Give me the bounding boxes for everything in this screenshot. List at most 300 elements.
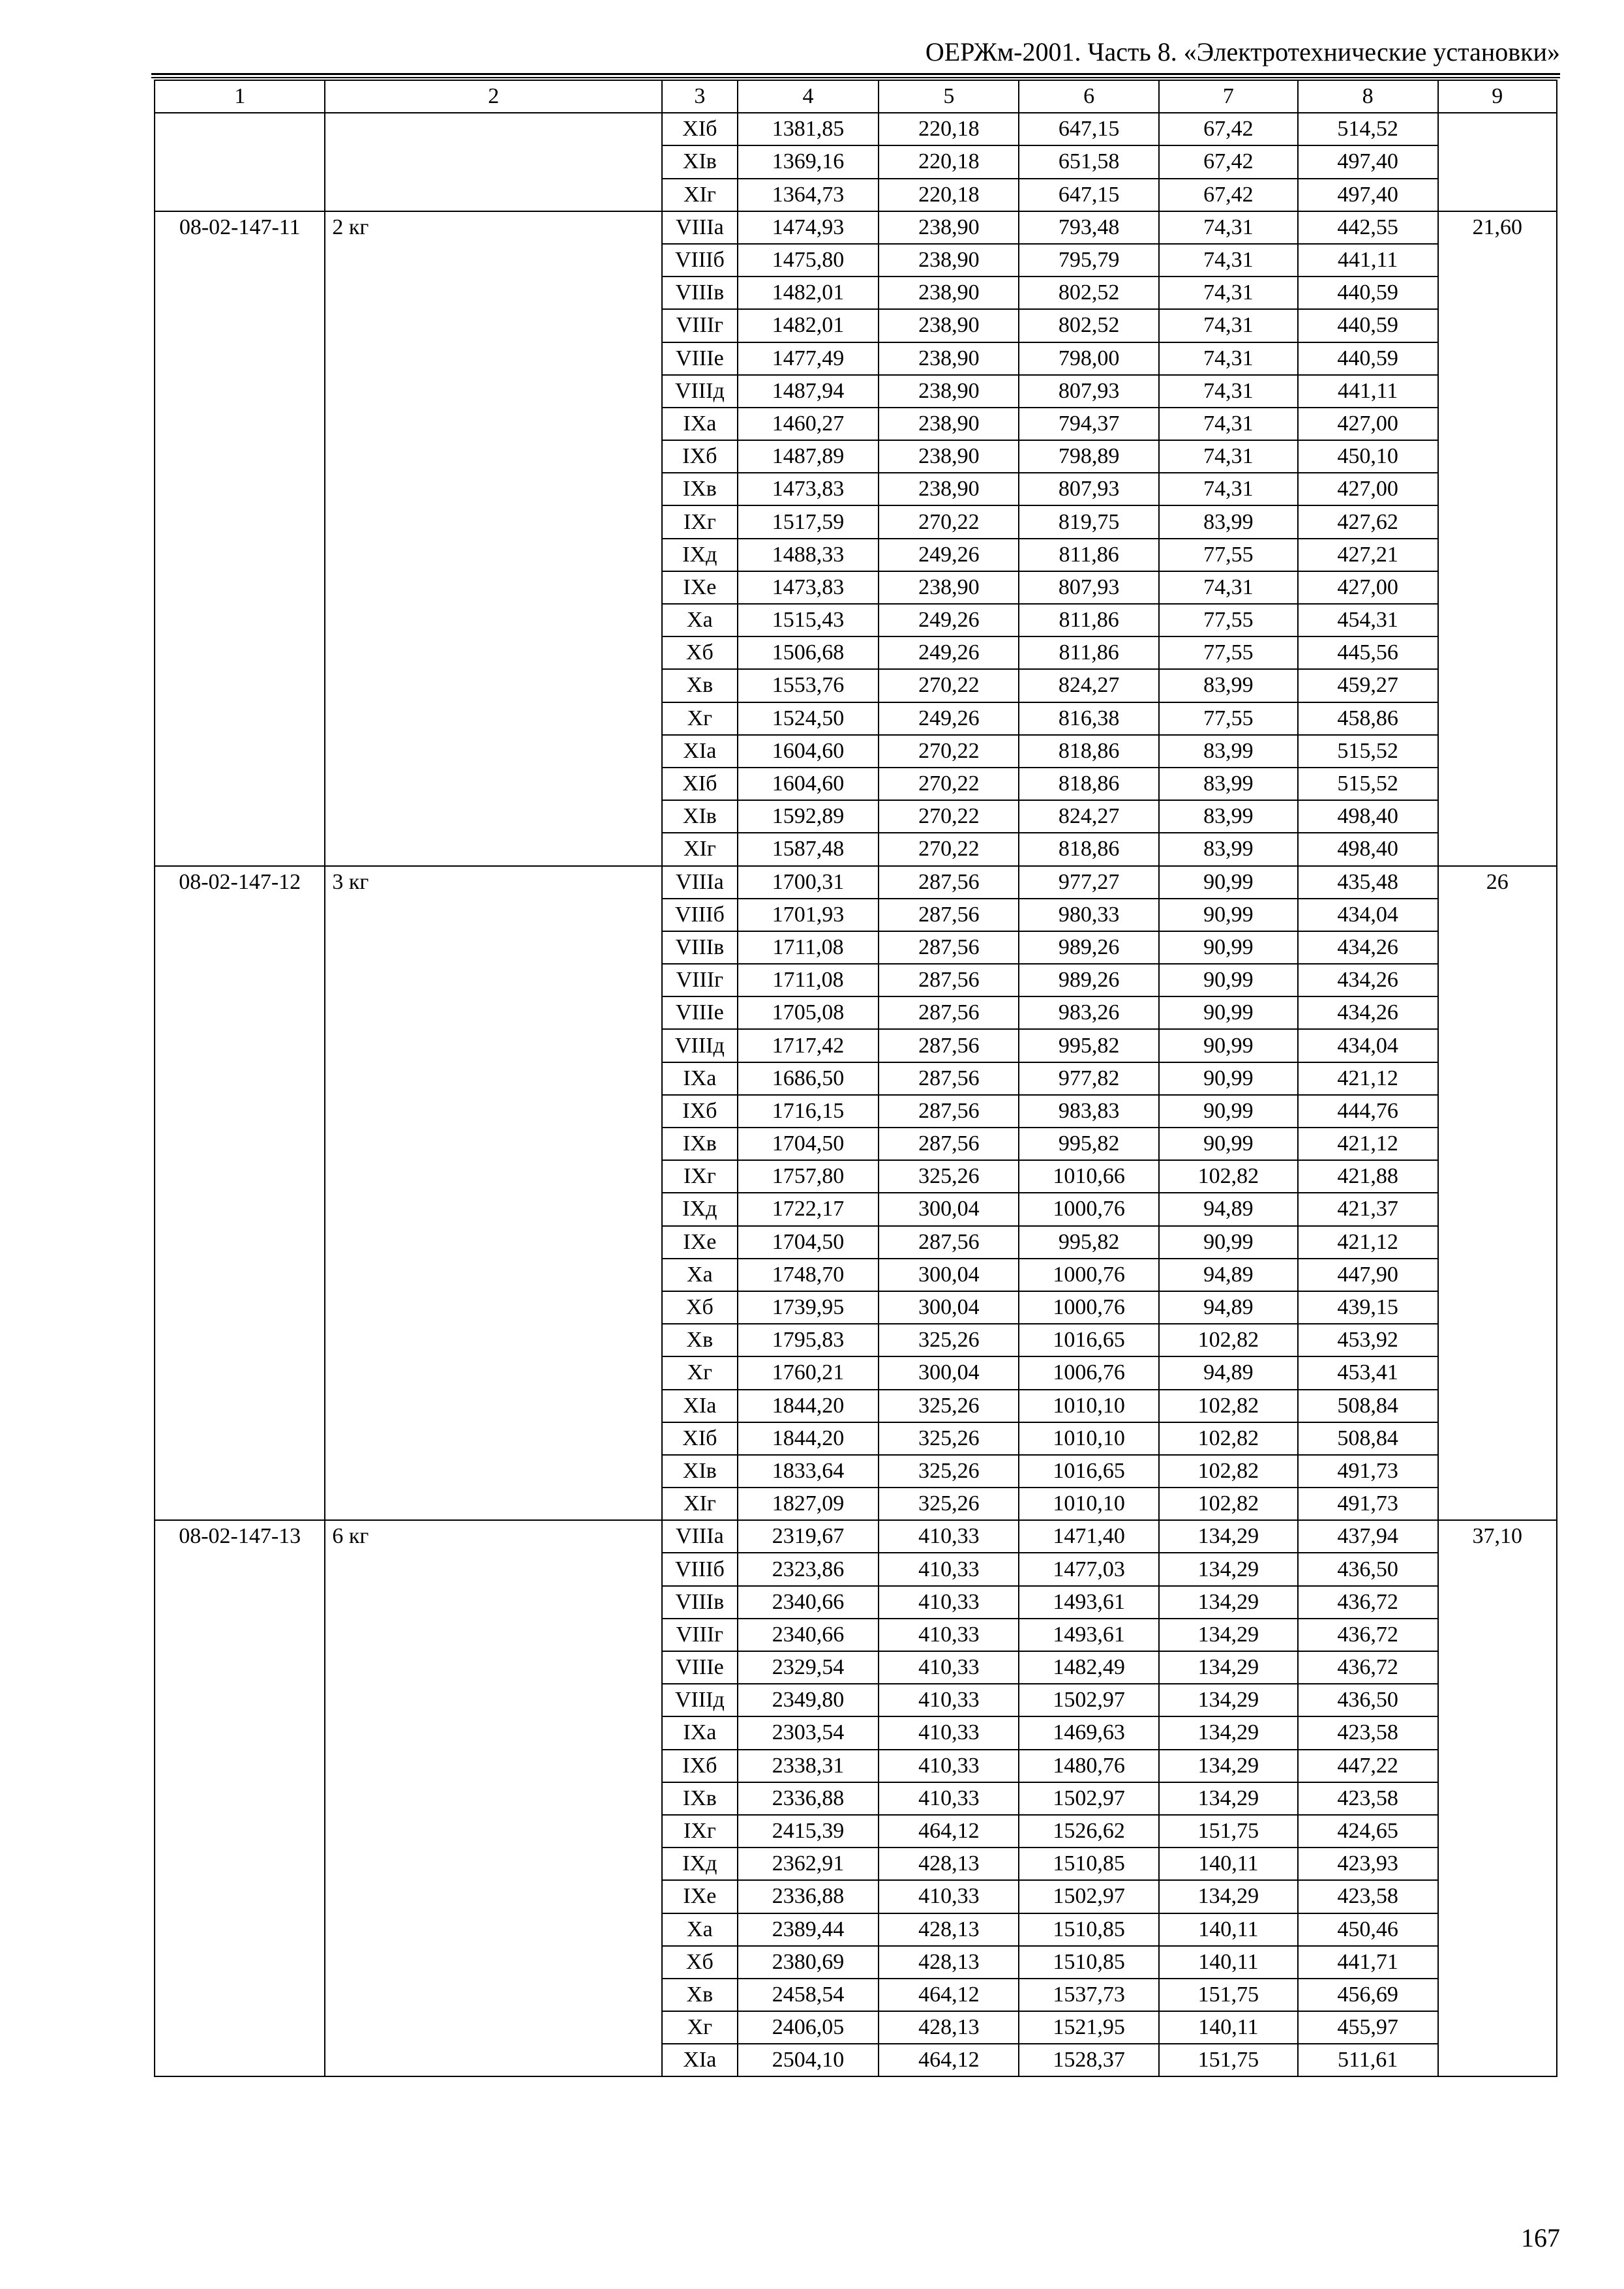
total-cost-cell: 1482,01 <box>738 309 879 342</box>
wage-cell: 220,18 <box>879 113 1019 145</box>
material-cost-cell: 511,61 <box>1298 2044 1438 2076</box>
wage-cell: 220,18 <box>879 145 1019 178</box>
item-mass-cell <box>325 113 662 211</box>
wage-cell: 325,26 <box>879 1324 1019 1356</box>
column-number: 3 <box>662 80 738 113</box>
operator-wage-cell: 67,42 <box>1159 145 1298 178</box>
machine-cost-cell: 1010,10 <box>1019 1390 1159 1422</box>
class-cell: VIIIа <box>662 211 738 244</box>
total-cost-cell: 1739,95 <box>738 1291 879 1324</box>
operator-wage-cell: 74,31 <box>1159 211 1298 244</box>
material-cost-cell: 453,41 <box>1298 1356 1438 1389</box>
machine-cost-cell: 647,15 <box>1019 113 1159 145</box>
total-cost-cell: 1460,27 <box>738 408 879 440</box>
operator-wage-cell: 90,99 <box>1159 996 1298 1029</box>
machine-cost-cell: 995,82 <box>1019 1029 1159 1062</box>
machine-cost-cell: 989,26 <box>1019 964 1159 996</box>
machine-cost-cell: 983,26 <box>1019 996 1159 1029</box>
operator-wage-cell: 134,29 <box>1159 1782 1298 1815</box>
wage-cell: 238,90 <box>879 408 1019 440</box>
material-cost-cell: 436,72 <box>1298 1586 1438 1619</box>
wage-cell: 300,04 <box>879 1291 1019 1324</box>
class-cell: IXг <box>662 505 738 538</box>
machine-cost-cell: 793,48 <box>1019 211 1159 244</box>
operator-wage-cell: 151,75 <box>1159 2044 1298 2076</box>
material-cost-cell: 423,93 <box>1298 1848 1438 1880</box>
total-cost-cell: 1487,94 <box>738 375 879 408</box>
machine-cost-cell: 1482,49 <box>1019 1651 1159 1684</box>
total-cost-cell: 1716,15 <box>738 1095 879 1128</box>
class-cell: IXв <box>662 1128 738 1160</box>
machine-cost-cell: 1010,10 <box>1019 1488 1159 1520</box>
column-number-row <box>155 80 1557 113</box>
labor-cost-cell: 26 <box>1438 866 1557 1521</box>
total-cost-cell: 2362,91 <box>738 1848 879 1880</box>
operator-wage-cell: 67,42 <box>1159 179 1298 211</box>
class-cell: Xв <box>662 669 738 702</box>
operator-wage-cell: 102,82 <box>1159 1488 1298 1520</box>
machine-cost-cell: 1469,63 <box>1019 1716 1159 1749</box>
column-number: 9 <box>1438 80 1557 113</box>
operator-wage-cell: 74,31 <box>1159 375 1298 408</box>
class-cell: VIIIе <box>662 996 738 1029</box>
labor-cost-cell: 21,60 <box>1438 211 1557 866</box>
operator-wage-cell: 74,31 <box>1159 244 1298 277</box>
machine-cost-cell: 1502,97 <box>1019 1684 1159 1716</box>
operator-wage-cell: 134,29 <box>1159 1684 1298 1716</box>
machine-cost-cell: 1510,85 <box>1019 1848 1159 1880</box>
total-cost-cell: 2504,10 <box>738 2044 879 2076</box>
machine-cost-cell: 1010,10 <box>1019 1422 1159 1455</box>
class-cell: IXе <box>662 1226 738 1259</box>
operator-wage-cell: 74,31 <box>1159 277 1298 309</box>
total-cost-cell: 1604,60 <box>738 735 879 768</box>
total-cost-cell: 2323,86 <box>738 1553 879 1585</box>
machine-cost-cell: 1006,76 <box>1019 1356 1159 1389</box>
total-cost-cell: 2336,88 <box>738 1880 879 1913</box>
total-cost-cell: 2340,66 <box>738 1619 879 1651</box>
class-cell: XIб <box>662 768 738 800</box>
operator-wage-cell: 94,89 <box>1159 1259 1298 1291</box>
wage-cell: 249,26 <box>879 539 1019 571</box>
class-cell: IXд <box>662 1193 738 1225</box>
material-cost-cell: 427,00 <box>1298 571 1438 604</box>
wage-cell: 249,26 <box>879 604 1019 636</box>
wage-cell: 287,56 <box>879 931 1019 964</box>
class-cell: Xв <box>662 1979 738 2011</box>
material-cost-cell: 441,11 <box>1298 375 1438 408</box>
machine-cost-cell: 1526,62 <box>1019 1815 1159 1848</box>
class-cell: IXе <box>662 571 738 604</box>
class-cell: Xб <box>662 636 738 669</box>
machine-cost-cell: 1502,97 <box>1019 1782 1159 1815</box>
column-number: 5 <box>879 80 1019 113</box>
material-cost-cell: 423,58 <box>1298 1880 1438 1913</box>
wage-cell: 325,26 <box>879 1422 1019 1455</box>
class-cell: VIIIе <box>662 342 738 375</box>
table-row <box>155 113 1557 145</box>
class-cell: VIIIа <box>662 1520 738 1553</box>
wage-cell: 238,90 <box>879 473 1019 505</box>
material-cost-cell: 434,04 <box>1298 899 1438 931</box>
total-cost-cell: 1711,08 <box>738 931 879 964</box>
machine-cost-cell: 1493,61 <box>1019 1586 1159 1619</box>
machine-cost-cell: 811,86 <box>1019 604 1159 636</box>
wage-cell: 249,26 <box>879 636 1019 669</box>
class-cell: IXб <box>662 440 738 473</box>
class-cell: Xг <box>662 2011 738 2044</box>
operator-wage-cell: 83,99 <box>1159 800 1298 833</box>
total-cost-cell: 1704,50 <box>738 1128 879 1160</box>
operator-wage-cell: 90,99 <box>1159 866 1298 899</box>
material-cost-cell: 440,59 <box>1298 309 1438 342</box>
class-cell: XIг <box>662 179 738 211</box>
wage-cell: 325,26 <box>879 1488 1019 1520</box>
class-cell: VIIIе <box>662 1651 738 1684</box>
column-number: 4 <box>738 80 879 113</box>
labor-cost-cell <box>1438 113 1557 211</box>
total-cost-cell: 1748,70 <box>738 1259 879 1291</box>
operator-wage-cell: 83,99 <box>1159 505 1298 538</box>
total-cost-cell: 1592,89 <box>738 800 879 833</box>
material-cost-cell: 447,90 <box>1298 1259 1438 1291</box>
machine-cost-cell: 1010,66 <box>1019 1160 1159 1193</box>
machine-cost-cell: 977,82 <box>1019 1062 1159 1095</box>
total-cost-cell: 2406,05 <box>738 2011 879 2044</box>
machine-cost-cell: 1493,61 <box>1019 1619 1159 1651</box>
class-cell: IXа <box>662 1062 738 1095</box>
machine-cost-cell: 818,86 <box>1019 768 1159 800</box>
operator-wage-cell: 74,31 <box>1159 342 1298 375</box>
wage-cell: 325,26 <box>879 1160 1019 1193</box>
operator-wage-cell: 77,55 <box>1159 636 1298 669</box>
operator-wage-cell: 134,29 <box>1159 1520 1298 1553</box>
total-cost-cell: 1711,08 <box>738 964 879 996</box>
class-cell: VIIIг <box>662 309 738 342</box>
class-cell: IXа <box>662 408 738 440</box>
operator-wage-cell: 134,29 <box>1159 1716 1298 1749</box>
total-cost-cell: 2329,54 <box>738 1651 879 1684</box>
machine-cost-cell: 818,86 <box>1019 833 1159 865</box>
material-cost-cell: 427,62 <box>1298 505 1438 538</box>
operator-wage-cell: 83,99 <box>1159 768 1298 800</box>
material-cost-cell: 442,55 <box>1298 211 1438 244</box>
wage-cell: 238,90 <box>879 309 1019 342</box>
wage-cell: 428,13 <box>879 2011 1019 2044</box>
total-cost-cell: 1587,48 <box>738 833 879 865</box>
material-cost-cell: 497,40 <box>1298 145 1438 178</box>
operator-wage-cell: 134,29 <box>1159 1750 1298 1782</box>
operator-wage-cell: 94,89 <box>1159 1291 1298 1324</box>
column-number: 8 <box>1298 80 1438 113</box>
total-cost-cell: 2340,66 <box>738 1586 879 1619</box>
wage-cell: 410,33 <box>879 1782 1019 1815</box>
operator-wage-cell: 83,99 <box>1159 833 1298 865</box>
operator-wage-cell: 90,99 <box>1159 1128 1298 1160</box>
machine-cost-cell: 798,00 <box>1019 342 1159 375</box>
material-cost-cell: 421,12 <box>1298 1062 1438 1095</box>
total-cost-cell: 1701,93 <box>738 899 879 931</box>
class-cell: VIIIб <box>662 244 738 277</box>
wage-cell: 410,33 <box>879 1684 1019 1716</box>
wage-cell: 410,33 <box>879 1520 1019 1553</box>
machine-cost-cell: 818,86 <box>1019 735 1159 768</box>
material-cost-cell: 434,04 <box>1298 1029 1438 1062</box>
material-cost-cell: 498,40 <box>1298 833 1438 865</box>
item-mass-cell: 3 кг <box>325 866 662 1521</box>
operator-wage-cell: 102,82 <box>1159 1160 1298 1193</box>
wage-cell: 270,22 <box>879 735 1019 768</box>
wage-cell: 287,56 <box>879 1128 1019 1160</box>
machine-cost-cell: 1016,65 <box>1019 1455 1159 1488</box>
machine-cost-cell: 989,26 <box>1019 931 1159 964</box>
class-cell: IXд <box>662 1848 738 1880</box>
material-cost-cell: 450,10 <box>1298 440 1438 473</box>
total-cost-cell: 2303,54 <box>738 1716 879 1749</box>
page-header: ОЕРЖм-2001. Часть 8. «Электротехнические установки» <box>925 37 1560 67</box>
wage-cell: 270,22 <box>879 833 1019 865</box>
operator-wage-cell: 134,29 <box>1159 1553 1298 1585</box>
machine-cost-cell: 1016,65 <box>1019 1324 1159 1356</box>
table-body <box>155 113 1557 2076</box>
material-cost-cell: 421,12 <box>1298 1226 1438 1259</box>
material-cost-cell: 455,97 <box>1298 2011 1438 2044</box>
total-cost-cell: 2389,44 <box>738 1913 879 1946</box>
material-cost-cell: 453,92 <box>1298 1324 1438 1356</box>
class-cell: Xа <box>662 1259 738 1291</box>
machine-cost-cell: 1000,76 <box>1019 1193 1159 1225</box>
operator-wage-cell: 77,55 <box>1159 604 1298 636</box>
wage-cell: 270,22 <box>879 800 1019 833</box>
class-cell: VIIIд <box>662 375 738 408</box>
operator-wage-cell: 77,55 <box>1159 539 1298 571</box>
machine-cost-cell: 651,58 <box>1019 145 1159 178</box>
material-cost-cell: 514,52 <box>1298 113 1438 145</box>
machine-cost-cell: 824,27 <box>1019 669 1159 702</box>
wage-cell: 270,22 <box>879 768 1019 800</box>
class-cell: VIIIв <box>662 931 738 964</box>
machine-cost-cell: 647,15 <box>1019 179 1159 211</box>
machine-cost-cell: 802,52 <box>1019 309 1159 342</box>
material-cost-cell: 439,15 <box>1298 1291 1438 1324</box>
total-cost-cell: 1475,80 <box>738 244 879 277</box>
wage-cell: 410,33 <box>879 1619 1019 1651</box>
total-cost-cell: 1477,49 <box>738 342 879 375</box>
class-cell: IXб <box>662 1095 738 1128</box>
operator-wage-cell: 134,29 <box>1159 1619 1298 1651</box>
total-cost-cell: 2415,39 <box>738 1815 879 1848</box>
class-cell: XIв <box>662 1455 738 1488</box>
machine-cost-cell: 1477,03 <box>1019 1553 1159 1585</box>
wage-cell: 287,56 <box>879 1029 1019 1062</box>
total-cost-cell: 1474,93 <box>738 211 879 244</box>
class-cell: VIIIв <box>662 1586 738 1619</box>
machine-cost-cell: 816,38 <box>1019 702 1159 735</box>
wage-cell: 270,22 <box>879 669 1019 702</box>
total-cost-cell: 1795,83 <box>738 1324 879 1356</box>
total-cost-cell: 2380,69 <box>738 1946 879 1979</box>
wage-cell: 300,04 <box>879 1193 1019 1225</box>
material-cost-cell: 421,12 <box>1298 1128 1438 1160</box>
total-cost-cell: 1760,21 <box>738 1356 879 1389</box>
total-cost-cell: 1515,43 <box>738 604 879 636</box>
operator-wage-cell: 74,31 <box>1159 408 1298 440</box>
wage-cell: 270,22 <box>879 505 1019 538</box>
table-row <box>155 1520 1557 1553</box>
class-cell: IXе <box>662 1880 738 1913</box>
operator-wage-cell: 102,82 <box>1159 1390 1298 1422</box>
machine-cost-cell: 1000,76 <box>1019 1259 1159 1291</box>
material-cost-cell: 435,48 <box>1298 866 1438 899</box>
class-cell: XIг <box>662 1488 738 1520</box>
header-rule <box>151 73 1560 75</box>
class-cell: VIIIв <box>662 277 738 309</box>
class-cell: XIа <box>662 2044 738 2076</box>
total-cost-cell: 1473,83 <box>738 473 879 505</box>
material-cost-cell: 427,21 <box>1298 539 1438 571</box>
class-cell: Xб <box>662 1291 738 1324</box>
class-cell: VIIIб <box>662 1553 738 1585</box>
price-table-grid <box>154 80 1557 2077</box>
price-table <box>154 80 1557 2077</box>
class-cell: VIIIг <box>662 1619 738 1651</box>
total-cost-cell: 1473,83 <box>738 571 879 604</box>
page-number: 167 <box>1521 2223 1560 2252</box>
wage-cell: 428,13 <box>879 1848 1019 1880</box>
operator-wage-cell: 102,82 <box>1159 1422 1298 1455</box>
wage-cell: 238,90 <box>879 211 1019 244</box>
machine-cost-cell: 794,37 <box>1019 408 1159 440</box>
total-cost-cell: 1364,73 <box>738 179 879 211</box>
wage-cell: 287,56 <box>879 1095 1019 1128</box>
machine-cost-cell: 795,79 <box>1019 244 1159 277</box>
material-cost-cell: 491,73 <box>1298 1455 1438 1488</box>
machine-cost-cell: 807,93 <box>1019 571 1159 604</box>
header-rule-secondary <box>151 77 1560 78</box>
machine-cost-cell: 1471,40 <box>1019 1520 1159 1553</box>
material-cost-cell: 434,26 <box>1298 964 1438 996</box>
operator-wage-cell: 94,89 <box>1159 1193 1298 1225</box>
material-cost-cell: 423,58 <box>1298 1782 1438 1815</box>
wage-cell: 287,56 <box>879 866 1019 899</box>
total-cost-cell: 1506,68 <box>738 636 879 669</box>
total-cost-cell: 1381,85 <box>738 113 879 145</box>
column-number: 7 <box>1159 80 1298 113</box>
material-cost-cell: 441,11 <box>1298 244 1438 277</box>
class-cell: Xа <box>662 604 738 636</box>
machine-cost-cell: 1000,76 <box>1019 1291 1159 1324</box>
item-code-cell <box>155 113 325 211</box>
operator-wage-cell: 151,75 <box>1159 1815 1298 1848</box>
wage-cell: 287,56 <box>879 899 1019 931</box>
operator-wage-cell: 140,11 <box>1159 1848 1298 1880</box>
total-cost-cell: 2338,31 <box>738 1750 879 1782</box>
wage-cell: 220,18 <box>879 179 1019 211</box>
material-cost-cell: 434,26 <box>1298 931 1438 964</box>
total-cost-cell: 1553,76 <box>738 669 879 702</box>
table-row <box>155 866 1557 899</box>
material-cost-cell: 436,72 <box>1298 1619 1438 1651</box>
column-number: 1 <box>155 80 325 113</box>
material-cost-cell: 497,40 <box>1298 179 1438 211</box>
total-cost-cell: 1844,20 <box>738 1422 879 1455</box>
operator-wage-cell: 90,99 <box>1159 1226 1298 1259</box>
class-cell: IXг <box>662 1815 738 1848</box>
material-cost-cell: 445,56 <box>1298 636 1438 669</box>
machine-cost-cell: 811,86 <box>1019 539 1159 571</box>
total-cost-cell: 2458,54 <box>738 1979 879 2011</box>
machine-cost-cell: 802,52 <box>1019 277 1159 309</box>
operator-wage-cell: 140,11 <box>1159 1913 1298 1946</box>
class-cell: VIIIд <box>662 1029 738 1062</box>
material-cost-cell: 458,86 <box>1298 702 1438 735</box>
column-number: 2 <box>325 80 662 113</box>
machine-cost-cell: 1521,95 <box>1019 2011 1159 2044</box>
machine-cost-cell: 1528,37 <box>1019 2044 1159 2076</box>
machine-cost-cell: 983,83 <box>1019 1095 1159 1128</box>
operator-wage-cell: 90,99 <box>1159 964 1298 996</box>
wage-cell: 325,26 <box>879 1455 1019 1488</box>
material-cost-cell: 508,84 <box>1298 1422 1438 1455</box>
class-cell: IXд <box>662 539 738 571</box>
wage-cell: 287,56 <box>879 1062 1019 1095</box>
item-mass-cell: 2 кг <box>325 211 662 866</box>
operator-wage-cell: 134,29 <box>1159 1651 1298 1684</box>
material-cost-cell: 491,73 <box>1298 1488 1438 1520</box>
operator-wage-cell: 74,31 <box>1159 571 1298 604</box>
material-cost-cell: 450,46 <box>1298 1913 1438 1946</box>
total-cost-cell: 1488,33 <box>738 539 879 571</box>
wage-cell: 410,33 <box>879 1716 1019 1749</box>
class-cell: IXг <box>662 1160 738 1193</box>
operator-wage-cell: 74,31 <box>1159 473 1298 505</box>
operator-wage-cell: 90,99 <box>1159 1062 1298 1095</box>
operator-wage-cell: 67,42 <box>1159 113 1298 145</box>
material-cost-cell: 424,65 <box>1298 1815 1438 1848</box>
operator-wage-cell: 90,99 <box>1159 931 1298 964</box>
total-cost-cell: 1722,17 <box>738 1193 879 1225</box>
wage-cell: 410,33 <box>879 1586 1019 1619</box>
machine-cost-cell: 995,82 <box>1019 1226 1159 1259</box>
wage-cell: 464,12 <box>879 1815 1019 1848</box>
total-cost-cell: 2336,88 <box>738 1782 879 1815</box>
material-cost-cell: 515,52 <box>1298 768 1438 800</box>
class-cell: VIIIд <box>662 1684 738 1716</box>
class-cell: IXб <box>662 1750 738 1782</box>
operator-wage-cell: 94,89 <box>1159 1356 1298 1389</box>
material-cost-cell: 436,72 <box>1298 1651 1438 1684</box>
wage-cell: 238,90 <box>879 244 1019 277</box>
wage-cell: 238,90 <box>879 375 1019 408</box>
class-cell: VIIIг <box>662 964 738 996</box>
wage-cell: 238,90 <box>879 571 1019 604</box>
class-cell: XIг <box>662 833 738 865</box>
material-cost-cell: 441,71 <box>1298 1946 1438 1979</box>
class-cell: IXв <box>662 1782 738 1815</box>
machine-cost-cell: 1502,97 <box>1019 1880 1159 1913</box>
wage-cell: 410,33 <box>879 1553 1019 1585</box>
item-code-cell: 08-02-147-12 <box>155 866 325 1521</box>
machine-cost-cell: 995,82 <box>1019 1128 1159 1160</box>
wage-cell: 410,33 <box>879 1651 1019 1684</box>
material-cost-cell: 459,27 <box>1298 669 1438 702</box>
total-cost-cell: 2319,67 <box>738 1520 879 1553</box>
total-cost-cell: 1717,42 <box>738 1029 879 1062</box>
operator-wage-cell: 77,55 <box>1159 702 1298 735</box>
class-cell: XIа <box>662 1390 738 1422</box>
wage-cell: 428,13 <box>879 1913 1019 1946</box>
operator-wage-cell: 83,99 <box>1159 735 1298 768</box>
